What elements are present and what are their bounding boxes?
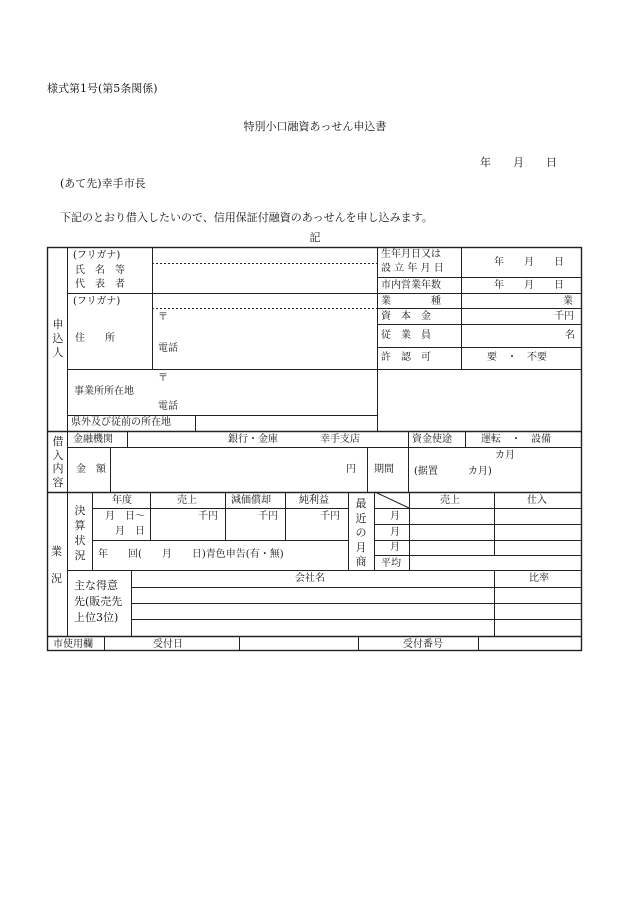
permit-value: 要 ・ 不要 [487, 352, 547, 363]
furigana-label-1: (フリガナ) [73, 250, 121, 261]
tax-return-info: 年 回( 月 日)青色申告(有・無) [98, 549, 284, 560]
customers-label-2: 先(販売先 [74, 595, 123, 608]
capital-value: 千円 [554, 311, 574, 322]
period-from: 月 日～ [105, 511, 145, 522]
capital-label: 資 本 金 [381, 311, 431, 322]
birth-date-value: 年 月 日 [494, 257, 564, 268]
col-year: 年度 [112, 495, 132, 506]
customers-label-3: 上位3位) [74, 611, 119, 624]
receipt-date-label: 受付日 [153, 639, 183, 650]
postal-mark-1: 〒 [158, 312, 168, 323]
phone-label-2: 電話 [158, 401, 178, 412]
years-value: 年 月 日 [494, 280, 564, 291]
furigana-label-2: (フリガナ) [73, 296, 121, 307]
addressee: (あて先)幸手市長 [60, 177, 146, 190]
loan-section-label: 借入内容 [52, 435, 64, 489]
employees-value: 名 [565, 330, 575, 341]
birth-label-1: 生年月日又は [381, 249, 441, 260]
ratio-col: 比率 [529, 573, 549, 584]
depreciation-unit: 千円 [258, 511, 278, 522]
settlement-label: 決算状況 [74, 504, 86, 562]
col-profit: 純利益 [299, 495, 329, 506]
purpose-value: 運転 ・ 設備 [481, 434, 551, 445]
intro-text: 下記のとおり借入したいので、信用保証付融資のあっせんを申し込みます。 [60, 211, 433, 224]
month-1: 月 [390, 511, 400, 522]
average-label: 平均 [381, 558, 401, 569]
branch-name: 幸手支店 [320, 434, 360, 445]
form-title: 特別小口融資あっせん申込書 [243, 120, 387, 133]
business-section-label-2: 況 [51, 572, 62, 585]
industry-value: 業 [563, 296, 573, 307]
company-name-col: 会社名 [295, 573, 325, 584]
industry-label: 業 種 [381, 296, 441, 307]
form-number: 様式第1号(第5条関係) [47, 82, 158, 95]
col-depreciation: 減価償却 [231, 495, 271, 506]
grace-period: (据置 カ月) [414, 466, 492, 477]
amount-label: 金 額 [76, 464, 106, 475]
purpose-label: 資金使途 [412, 434, 452, 445]
representative-label: 代 表 者 [75, 279, 125, 290]
years-label: 市内営業年数 [381, 280, 441, 291]
prev-address-label: 県外及び従前の所在地 [71, 417, 171, 428]
office-address-label: 事業所所在地 [74, 386, 134, 397]
birth-label-2: 設 立 年 月 日 [381, 263, 444, 274]
period-months: カ月 [495, 450, 515, 461]
city-use-label: 市使用欄 [53, 639, 93, 650]
permit-label: 許 認 可 [381, 352, 431, 363]
sales-unit: 千円 [198, 511, 218, 522]
profit-unit: 千円 [320, 511, 340, 522]
period-label: 期間 [374, 464, 394, 475]
applicant-section-label: 申込人 [52, 318, 64, 359]
receipt-number-label: 受付番号 [403, 639, 443, 650]
name-label: 氏 名 等 [75, 265, 125, 276]
amount-unit: 円 [346, 464, 356, 475]
recent-sales-col: 売上 [440, 495, 460, 506]
customers-label-1: 主な得意 [74, 579, 118, 592]
business-section-label-1: 業 [51, 545, 62, 558]
phone-label-1: 電話 [158, 343, 178, 354]
bank-label: 金融機関 [73, 434, 113, 445]
recent-sales-label: 最近の月商 [355, 497, 367, 568]
application-date: 年 月 日 [480, 156, 557, 169]
postal-mark-2: 〒 [158, 373, 168, 384]
ki-label: 記 [309, 231, 321, 244]
address-label: 住 所 [75, 333, 115, 344]
period-to: 月 日 [115, 526, 145, 537]
bank-type: 銀行・金庫 [228, 434, 278, 445]
col-sales: 売上 [177, 495, 197, 506]
month-3: 月 [390, 542, 400, 553]
employees-label: 従 業 員 [381, 330, 431, 341]
month-2: 月 [390, 527, 400, 538]
recent-purchase-col: 仕入 [527, 495, 547, 506]
